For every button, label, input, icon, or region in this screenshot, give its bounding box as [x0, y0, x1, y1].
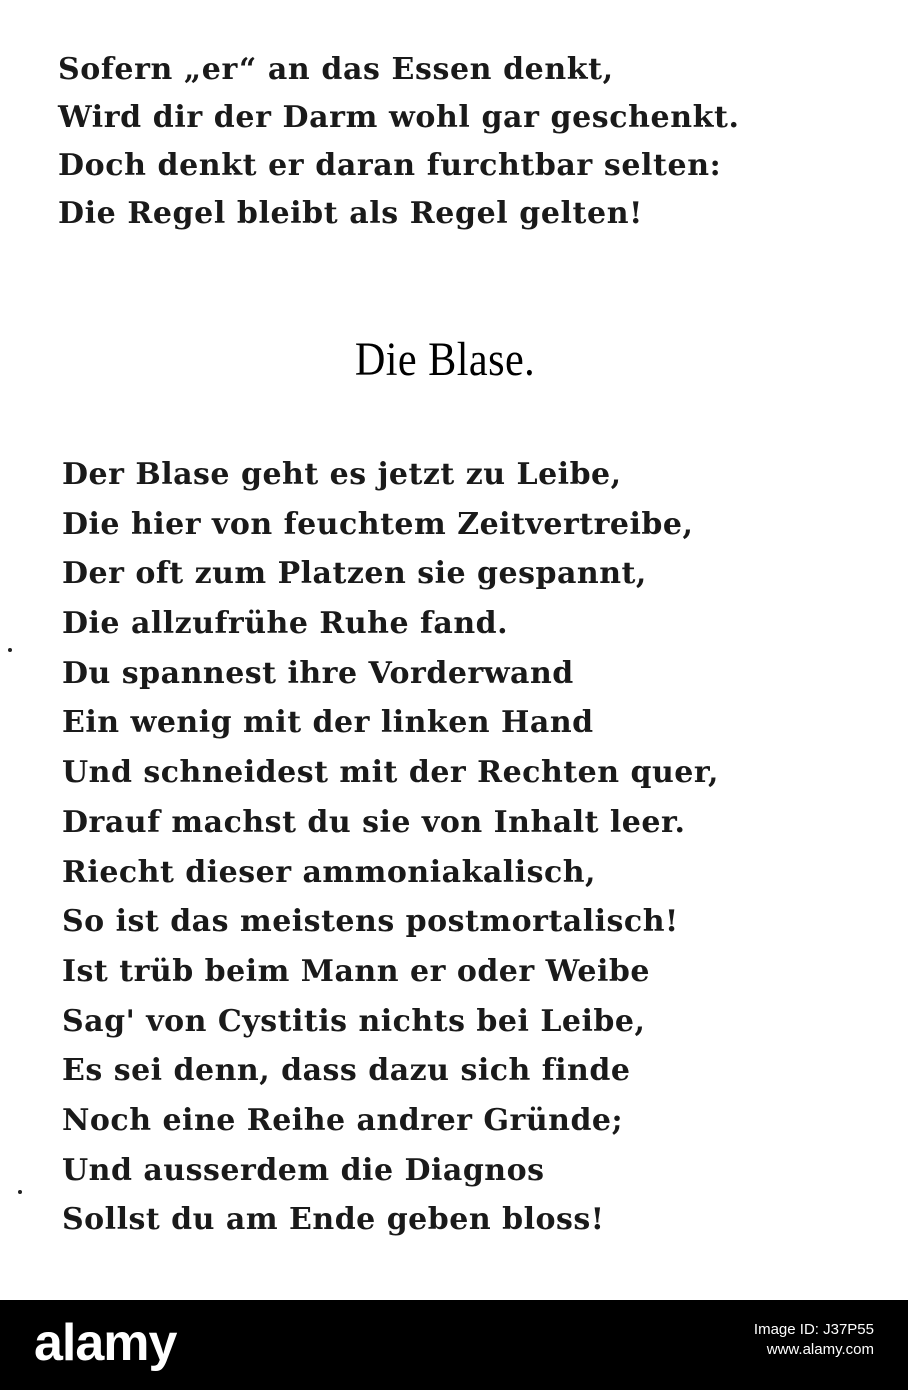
verse-line: Der oft zum Platzen sie gespannt, — [62, 556, 647, 592]
verse-line: Und ausserdem die Diagnos — [62, 1152, 545, 1188]
verse-line: Der Blase geht es jetzt zu Leibe, — [62, 457, 622, 492]
print-speck — [18, 1190, 22, 1194]
verse-line: Ein wenig mit der linken Hand — [62, 705, 594, 741]
verse-line: Du spannest ihre Vorderwand — [62, 655, 574, 691]
verse-line: Noch eine Reihe andrer Gründe; — [62, 1102, 624, 1138]
verse-line: Doch denkt er daran furchtbar selten: — [58, 148, 722, 183]
source-url: www.alamy.com — [766, 1341, 874, 1358]
verse-line: Sollst du am Ende geben bloss! — [62, 1202, 605, 1238]
verse-line: Wird dir der Darm wohl gar geschenkt. — [58, 100, 740, 135]
verse-line: Die allzufrühe Ruhe fand. — [62, 606, 509, 642]
top-stanza — [58, 46, 740, 238]
verse-line: Drauf machst du sie von Inhalt leer. — [62, 804, 686, 840]
verse-line: Riecht dieser ammoniakalisch, — [62, 854, 596, 890]
image-reference — [754, 1320, 874, 1360]
print-speck — [8, 648, 12, 652]
main-stanza — [62, 450, 719, 1245]
verse-line: Und schneidest mit der Rechten quer, — [62, 755, 719, 791]
poem-title: Die Blase. — [354, 333, 536, 386]
verse-line: Sofern „er“ an das Essen denkt, — [58, 52, 614, 87]
alamy-logo: alamy — [34, 1314, 177, 1372]
verse-line: Die hier von feuchtem Zeitvertreibe, — [62, 506, 694, 542]
verse-line: Die Regel bleibt als Regel gelten! — [58, 196, 643, 231]
verse-line: Ist trüb beim Mann er oder Weibe — [62, 953, 650, 989]
image-id: Image ID: J37P55 — [753, 1321, 874, 1338]
verse-line: Sag' von Cystitis nichts bei Leibe, — [62, 1003, 646, 1039]
verse-line: So ist das meistens postmortalisch! — [62, 904, 679, 940]
verse-line: Es sei denn, dass dazu sich finde — [62, 1053, 631, 1089]
